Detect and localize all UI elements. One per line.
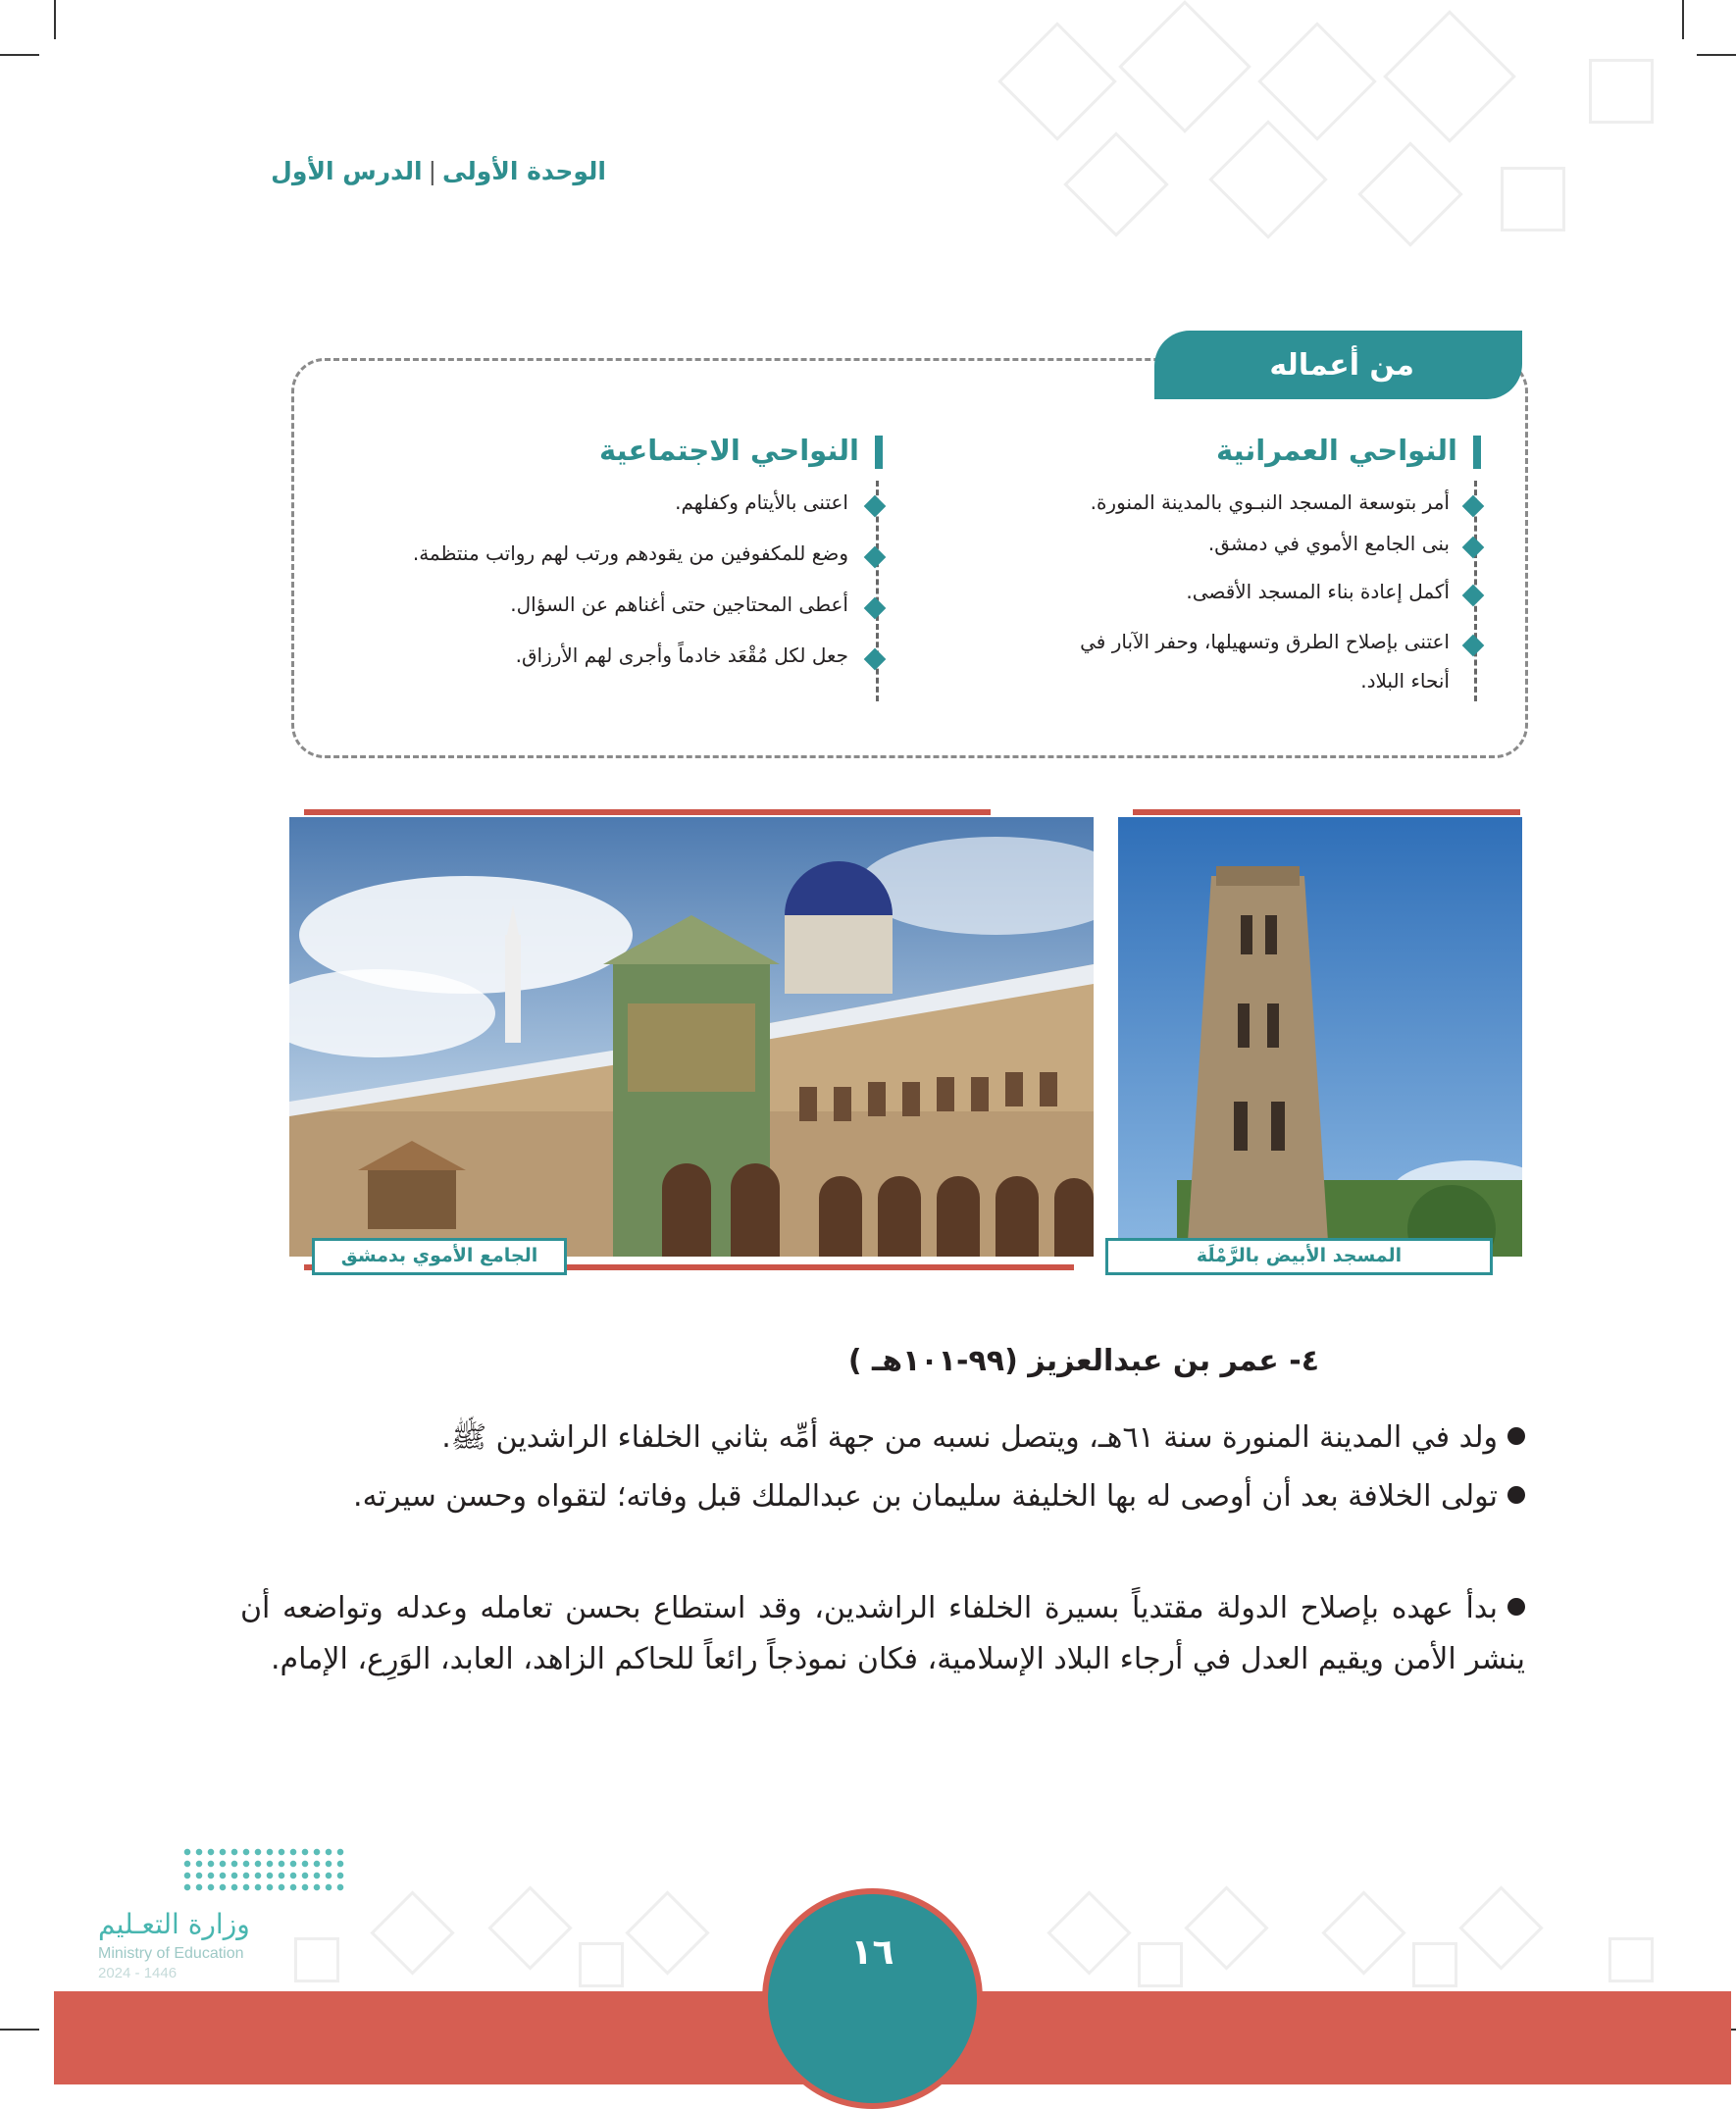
decor-square [1047,1890,1131,1975]
decor-square [1357,141,1462,246]
umayyad-mosque-image [289,817,1094,1257]
ministry-logo-year: 2024 - 1446 [98,1965,178,1981]
ministry-logo-dots [181,1846,348,1895]
paragraph-3 [240,1583,1525,1685]
social-item: اعتنى بالأيتام وكفلهم. [675,490,848,514]
decor-square [294,1937,339,1982]
paragraph-3-text: بدأ عهده بإصلاح الدولة مقتدياً بسيرة الخلفاء الراشدين، وقد استطاع بحسن تعامله وعدله وتواضعه أن ينشر الأمن ويقيم العدل في أرجاء البلاد الإسلامية، فكان نموذجاً رائعاً للحاكم الزاهد، العابد، الوَرِع، الإمام. [240,1591,1525,1676]
paragraph-1 [240,1413,1525,1464]
paragraph-2-text: تولى الخلافة بعد أن أوصى له بها الخليفة سليمان بن عبدالملك قبل وفاته؛ لتقواه وحسن سيرته. [353,1479,1498,1514]
ministry-logo-arabic: وزارة التعـليم [98,1908,250,1940]
white-mosque-image [1118,817,1522,1257]
social-item: أعطى المحتاجين حتى أغناهم عن السؤال. [510,592,848,616]
urban-item: أمر بتوسعة المسجد النبـوي بالمدينة المنورة. [1090,490,1450,514]
section-heading: ٤- عمر بن عبدالعزيز (٩٩-١٠١هـ ) [847,1344,1319,1378]
decor-square [1257,22,1377,141]
social-heading-text: النواحي الاجتماعية [599,434,859,467]
decor-square [1501,167,1565,231]
decor-square [487,1885,572,1970]
decor-square [1589,59,1654,124]
lesson-label: الدرس الأول [271,157,423,185]
crop-mark [1682,0,1684,39]
decor-square [1383,10,1516,143]
crop-mark [0,54,39,56]
decor-square [1458,1885,1543,1970]
heading-bar [1473,436,1481,469]
bullet-icon [1507,1598,1525,1616]
umayyad-mosque-photo [289,817,1094,1257]
bullet-icon [1507,1427,1525,1445]
decor-square [1208,120,1328,239]
urban-heading [1216,434,1481,469]
crop-mark [0,2029,39,2031]
social-item: وضع للمكفوفين من يقودهم ورتب لهم رواتب منتظمة. [412,541,848,565]
urban-heading-text: النواحي العمرانية [1215,434,1457,467]
decor-square [1608,1937,1654,1982]
heading-bar [875,436,883,469]
photo-accent-line [304,809,991,815]
decor-square [1321,1890,1405,1975]
decor-square [997,22,1117,141]
decor-square [1063,131,1168,236]
white-mosque-caption: المسجد الأبيض بالرَّمْلَة [1105,1238,1493,1275]
social-item: جعل لكل مُقْعَد خادماً وأجرى لهم الأرزاق. [515,643,848,667]
urban-item: أكمل إعادة بناء المسجد الأقصى. [1186,580,1450,603]
paragraph-2 [240,1471,1525,1522]
crop-mark [54,0,56,39]
paragraph-1-text: ولد في المدينة المنورة سنة ٦١هـ، ويتصل نسبه من جهة أمِّه بثاني الخلفاء الراشدين ﷺ. [441,1420,1498,1455]
unit-label: الوحدة الأولى [442,157,606,185]
decor-square [1184,1885,1268,1970]
running-header [271,157,606,185]
decor-square [1412,1942,1457,1987]
white-mosque-photo [1118,817,1522,1257]
social-heading [599,434,883,469]
urban-item: بنى الجامع الأموي في دمشق. [1207,532,1450,555]
works-tab: من أعماله [1154,331,1522,399]
decor-square [1138,1942,1183,1987]
ministry-logo-english: Ministry of Education [98,1945,244,1962]
page-number-badge [762,1888,983,2109]
decor-square [579,1942,624,1987]
page-number: ١٦ [850,1932,894,1973]
decor-square [625,1890,709,1975]
decor-square [1118,0,1251,133]
urban-item: أنحاء البلاد. [1360,669,1450,693]
bullet-icon [1507,1486,1525,1504]
umayyad-mosque-caption: الجامع الأموي بدمشق [312,1238,567,1275]
urban-item: اعتنى بإصلاح الطرق وتسهيلها، وحفر الآبار في [1080,630,1450,653]
header-separator: | [428,157,437,185]
photo-accent-line [1133,809,1520,815]
crop-mark [1697,54,1736,56]
decor-square [370,1890,454,1975]
